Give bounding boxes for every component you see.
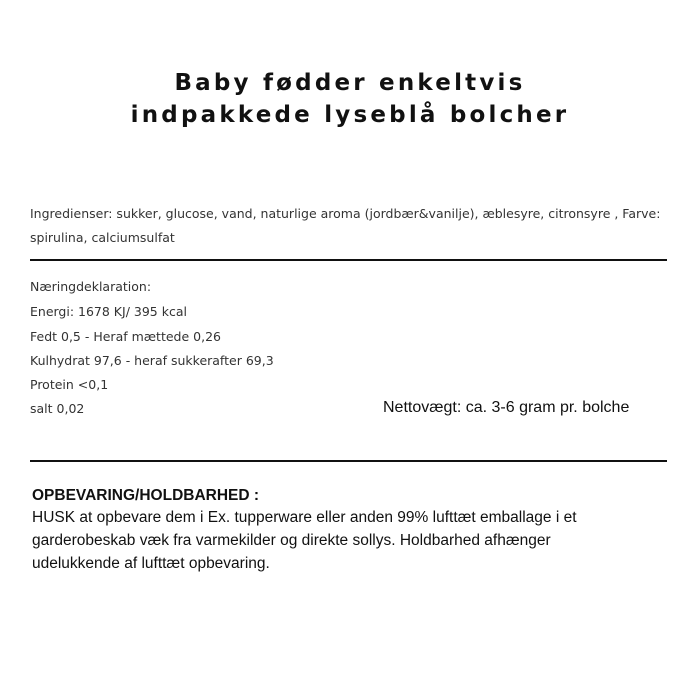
product-title-line-2: indpakkede lyseblå bolcher: [130, 102, 570, 128]
nutrition-carbohydrate: Kulhydrat 97,6 - heraf sukkerafter 69,3: [30, 353, 274, 368]
ingredients-line-2: spirulina, calciumsulfat: [30, 230, 175, 245]
storage-line-1: HUSK at opbevare dem i Ex. tupperware eller anden 99% lufttæt emballage i et: [32, 509, 577, 526]
storage-line-2: garderobeskab væk fra varmekilder og direkte sollys. Holdbarhed afhænger: [32, 532, 551, 549]
product-title-line-1: Baby fødder enkeltvis: [174, 70, 526, 96]
net-weight: Nettovægt: ca. 3-6 gram pr. bolche: [383, 399, 630, 416]
nutrition-heading: Næringdeklaration:: [30, 279, 152, 294]
divider-bottom: [30, 460, 667, 462]
divider-top: [30, 259, 667, 261]
nutrition-fat: Fedt 0,5 - Heraf mættede 0,26: [30, 329, 221, 344]
nutrition-salt: salt 0,02: [30, 401, 85, 416]
storage-line-3: udelukkende af lufttæt opbevaring.: [32, 555, 270, 572]
storage-heading: OPBEVARING/HOLDBARHED :: [32, 487, 260, 504]
nutrition-energy: Energi: 1678 KJ/ 395 kcal: [30, 304, 187, 319]
ingredients-line-1: Ingredienser: sukker, glucose, vand, naturlige aroma (jordbær&vanilje), æblesyre, citronsyre , Farve:: [30, 206, 661, 221]
nutrition-protein: Protein <0,1: [30, 377, 109, 392]
